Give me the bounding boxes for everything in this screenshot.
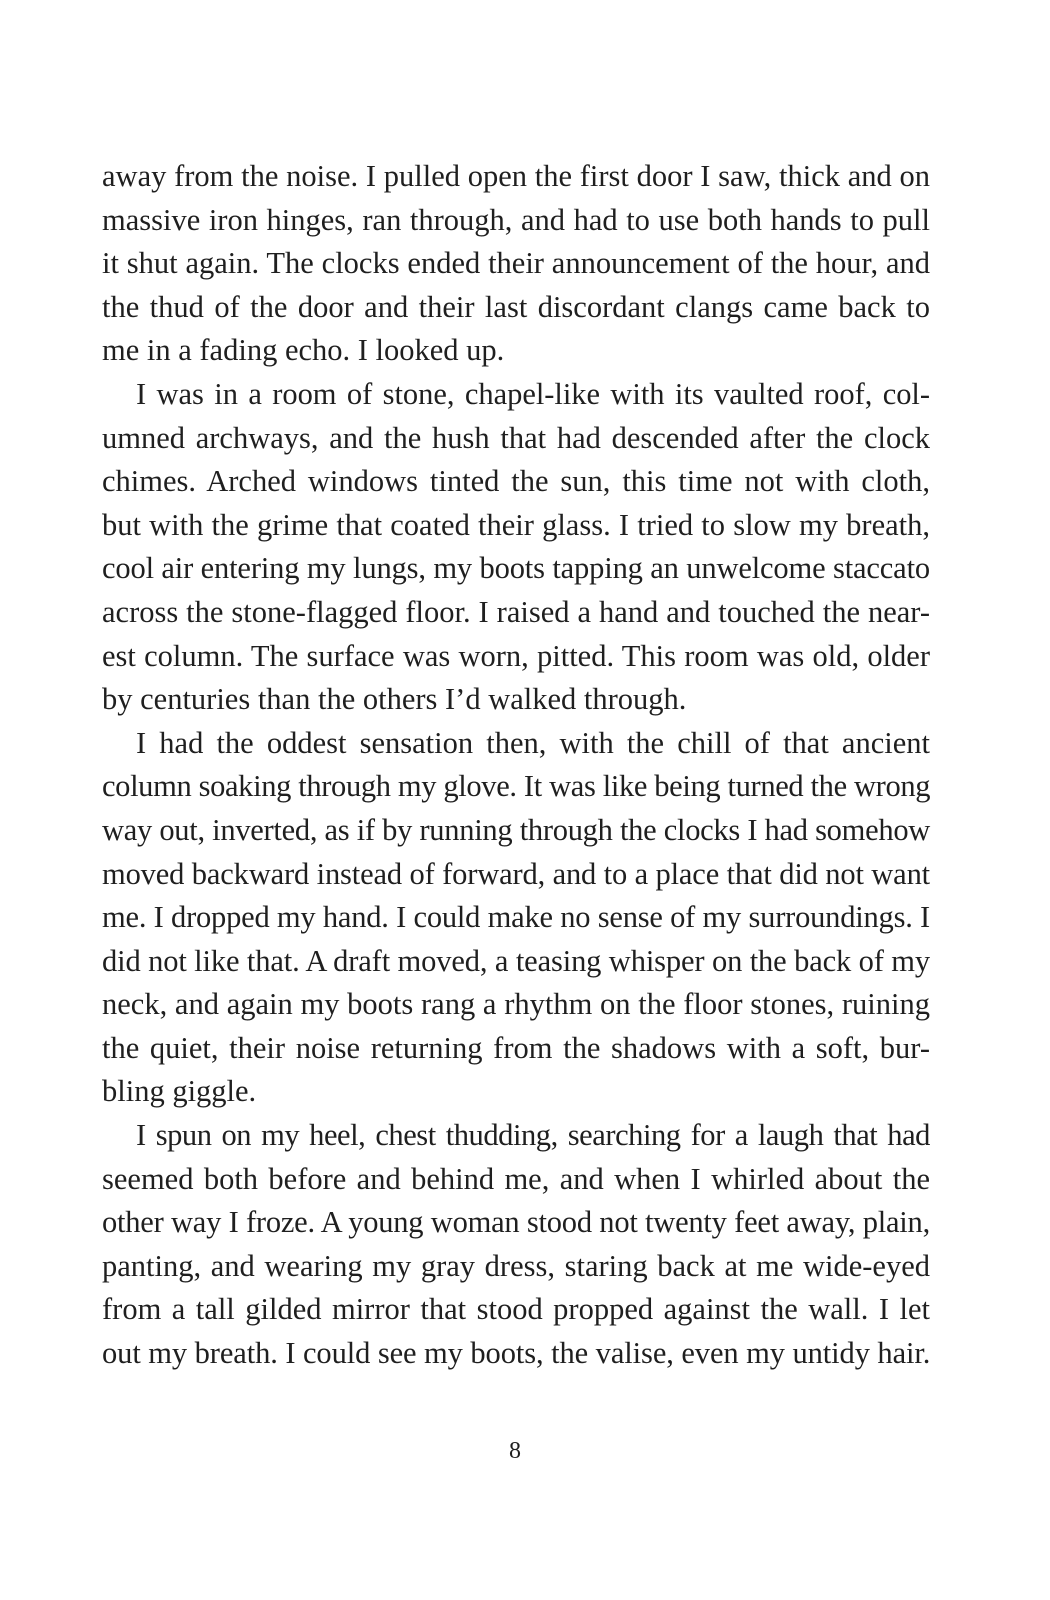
- text-line: moved backward instead of forward, and to a place that did not want: [102, 856, 930, 891]
- text-line: est column. The surface was worn, pitted. This room was old, older: [102, 638, 930, 673]
- text-line: I had the oddest sensation then, with the chill of that ancient: [136, 725, 930, 760]
- text-line: umned archways, and the hush that had descended after the clock: [102, 420, 930, 455]
- text-line: out my breath. I could see my boots, the valise, even my untidy hair.: [102, 1336, 931, 1371]
- text-line: but with the grime that coated their glass. I tried to slow my breath,: [102, 507, 930, 542]
- text-line: other way I froze. A young woman stood not twenty feet away, plain,: [102, 1205, 930, 1240]
- paragraph: [102, 1114, 930, 1376]
- body-text: [102, 155, 930, 1376]
- text-line: bling giggle.: [102, 1074, 257, 1109]
- text-line: I spun on my heel, chest thudding, searching for a laugh that had: [136, 1118, 930, 1153]
- text-line: seemed both before and behind me, and when I whirled about the: [102, 1161, 930, 1196]
- page-number: 8: [509, 1438, 521, 1464]
- text-line: across the stone-flagged floor. I raised a hand and touched the near-: [102, 594, 930, 629]
- text-line: away from the noise. I pulled open the first door I saw, thick and on: [102, 159, 930, 193]
- text-line: me in a fading echo. I looked up.: [102, 333, 505, 368]
- text-line: chimes. Arched windows tinted the sun, this time not with cloth,: [102, 464, 930, 499]
- text-line: me. I dropped my hand. I could make no sense of my surroundings. I: [102, 900, 930, 935]
- paragraph: [102, 373, 930, 722]
- text-line: cool air entering my lungs, my boots tapping an unwelcome staccato: [102, 551, 930, 586]
- paragraph: [102, 722, 930, 1114]
- text-line: panting, and wearing my gray dress, staring back at me wide-eyed: [102, 1248, 930, 1283]
- text-line: way out, inverted, as if by running through the clocks I had somehow: [102, 812, 931, 847]
- text-line: the quiet, their noise returning from the shadows with a soft, bur-: [102, 1030, 930, 1065]
- text-line: column soaking through my glove. It was like being turned the wrong: [102, 769, 931, 804]
- text-line: the thud of the door and their last discordant clangs came back to: [102, 289, 930, 324]
- text-line: massive iron hinges, ran through, and had to use both hands to pull: [102, 202, 930, 237]
- paragraph: [102, 155, 930, 373]
- text-line: from a tall gilded mirror that stood propped against the wall. I let: [102, 1292, 930, 1327]
- text-line: I was in a room of stone, chapel-like with its vaulted roof, col-: [136, 376, 930, 411]
- text-line: did not like that. A draft moved, a teasing whisper on the back of my: [102, 943, 930, 978]
- text-line: neck, and again my boots rang a rhythm on the floor stones, ruining: [102, 987, 930, 1022]
- text-line: by centuries than the others I’d walked through.: [102, 682, 687, 717]
- text-line: it shut again. The clocks ended their announcement of the hour, and: [102, 246, 930, 281]
